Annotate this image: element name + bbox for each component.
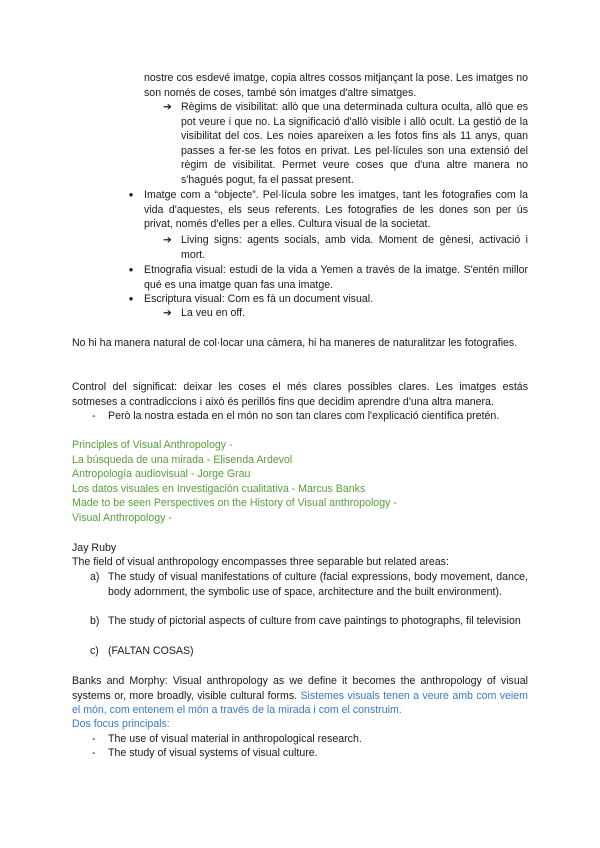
focus-item: The use of visual material in anthropological research.	[108, 733, 362, 745]
arrow-icon: ➔	[163, 307, 172, 319]
banks-paragraph	[72, 674, 528, 718]
sub-bullet-living-signs: Living signs: agents socials, amb vida. Moment de gènesi, activació i mort.	[181, 234, 528, 261]
bullet-visual-ethnography: Etnografia visual: estudi de la vida a Yemen a través de la imatge. S'entén millor qué es una imatge quan fas una imatge.	[144, 264, 528, 291]
reference-item: Antropología audiovisual - Jorge Grau	[72, 468, 251, 480]
paragraph-camera: No hi ha manera natural de col·locar una càmera, hi ha maneres de naturalitzar les fotografies.	[72, 337, 518, 349]
continued-paragraph: nostre cos esdevé imatge, copia altres cossos mitjançant la pose. Les imatges no son només de coses, també són imatges d'altre simatges.	[144, 72, 528, 99]
focus-item: The study of visual systems of visual culture.	[108, 747, 318, 759]
ruby-item-c: (FALTAN COSAS)	[108, 645, 194, 657]
reference-item: Principles of Visual Anthropology -	[72, 439, 233, 451]
arrow-icon: ➔	[163, 101, 172, 113]
reference-item: Visual Anthropology -	[72, 512, 172, 524]
bullet-image-object: Imatge com a “objecte”. Pel·lícula sobre les imatges, tant les fotografies com la vida d'aquestes, els seus referents. Les fotografies de les dones son per ús privat, només d'elles per a elles. Cultura visual de la societat.	[144, 189, 528, 230]
reference-item: Made to be seen Perspectives on the History of Visual anthropology -	[72, 497, 397, 509]
bullet-icon: ●	[128, 190, 134, 199]
dash-marker: -	[92, 747, 96, 759]
dash-marker: -	[92, 733, 96, 745]
list-letter: c)	[90, 645, 99, 657]
list-letter: b)	[90, 615, 100, 627]
dash-marker: -	[92, 410, 96, 422]
bullet-visual-writing: Escriptura visual: Com es fà un document visual.	[144, 293, 374, 305]
ruby-intro: The field of visual anthropology encompasses three separable but related areas:	[72, 556, 449, 568]
sub-bullet-visibility: Règims de visibilitat: allò que una determinada cultura oculta, allò que es pot veure i que no. La significació d'allò visible i allò ocult. La gestió de la visibilitat del cos. Les noies apareixen a les fotos fins als 11 anys, quan passes a fer-se les fotos en privat. Les pel·lícules son una extensió del règim de visibilitat. Permet veure coses que d'una altre manera no s'hagués pogut, fa el passat present.	[181, 101, 528, 186]
author-heading: Jay Ruby	[72, 542, 117, 554]
bullet-icon: ●	[128, 294, 134, 303]
reference-item: La búsqueda de una mirada - Elisenda Ardevol	[72, 454, 293, 466]
ruby-item-a: The study of visual manifestations of culture (facial expressions, body movement, dance, body adornment, the symbolic use of space, architecture and the built environment).	[108, 571, 528, 598]
bullet-icon: ●	[128, 265, 134, 274]
reference-item: Los datos visuales en Investigación cualitativa - Marcus Banks	[72, 483, 366, 495]
ruby-item-b: The study of pictorial aspects of culture from cave paintings to photographs, fil television	[108, 615, 521, 627]
focus-label: Dos focus principals:	[72, 718, 170, 730]
sub-bullet-voice-off: La veu en off.	[181, 307, 246, 319]
banks-text: Banks and Morphy: Visual anthropology as we define it becomes the anthropology of visual systems or, more broadly, visible cultural forms.	[72, 675, 528, 702]
arrow-icon: ➔	[163, 234, 172, 246]
list-letter: a)	[90, 571, 100, 583]
banks-highlight: Sistemes visuals tenen a veure amb com veiem el món, com entenem el món a través de la mirada i com el construim.	[72, 689, 528, 716]
paragraph-control: Control del significat: deixar les coses el més clares possibles clares. Les imatges estás sotmeses a contradiccions i això és perillós fins que decidim aprendre d'una altra manera.	[72, 381, 528, 408]
dash-item-control: Però la nostra estada en el món no son tan clares com l'explicació científica pretén.	[108, 410, 500, 422]
